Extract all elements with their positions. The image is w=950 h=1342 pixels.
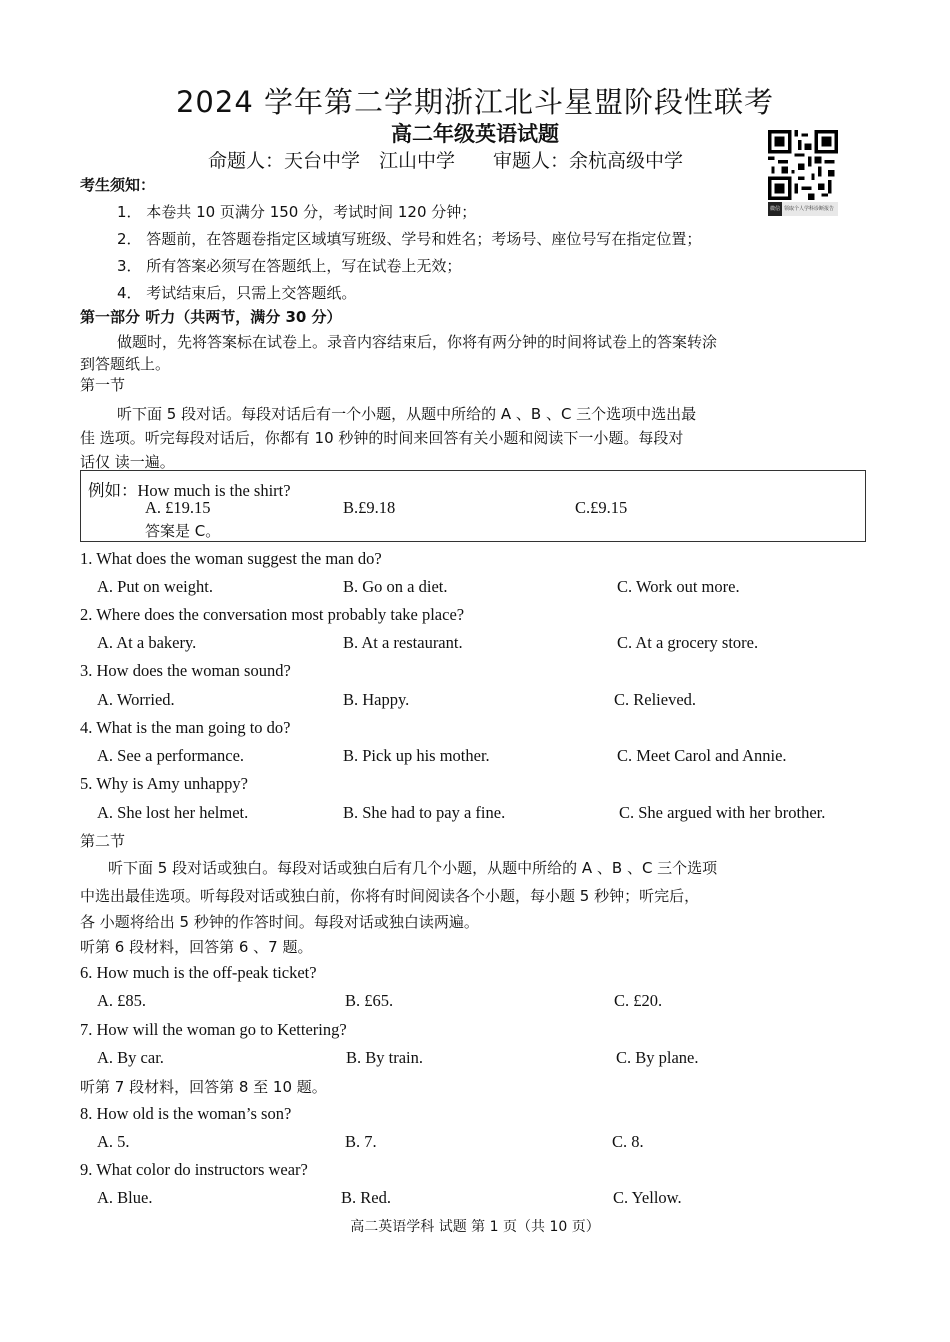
example-answer: 答案是 C。 — [145, 522, 221, 540]
option-c: C. Meet Carol and Annie. — [617, 746, 787, 765]
option-a: A. She lost her helmet. — [97, 803, 249, 822]
option-c: C. 8. — [612, 1132, 644, 1151]
option-a: A. Blue. — [97, 1188, 153, 1207]
part1-intro: 做题时，先将答案标在试卷上。录音内容结束后，你将有两分钟的时间将试卷上的答案转涂 — [117, 333, 718, 351]
section2-instructions: 听下面 5 段对话或独白。每段对话或独白后有几个小题，从题中所给的 A 、B 、C 三个选项 — [108, 859, 718, 877]
example-option: C.£9.15 — [575, 498, 628, 517]
section1-instructions: 佳 选项。听完每段对话后，你都有 10 秒钟的时间来回答有关小题和阅读下一小题。每段对 — [80, 429, 684, 447]
section2-heading: 第二节 — [80, 832, 126, 850]
section1-heading: 第一节 — [80, 376, 126, 394]
example-option: B.£9.18 — [343, 498, 396, 517]
example-option: A. £19.15 — [145, 498, 211, 517]
question-stem: 4. What is the man going to do? — [80, 718, 291, 737]
option-b: B. At a restaurant. — [343, 633, 463, 652]
question-stem: 7. How will the woman go to Kettering? — [80, 1020, 347, 1039]
question-stem: 9. What color do instructors wear? — [80, 1160, 308, 1179]
option-c: C. £20. — [614, 991, 663, 1010]
notice-heading: 考生须知： — [80, 176, 156, 194]
option-b: B. Pick up his mother. — [343, 746, 490, 765]
option-c: C. At a grocery store. — [617, 633, 759, 652]
option-b: B. By train. — [346, 1048, 423, 1067]
question-stem: 6. How much is the off-peak ticket? — [80, 963, 317, 982]
example-question: 例如：How much is the shirt? — [88, 481, 291, 500]
material-heading: 听第 6 段材料，回答第 6 、7 题。 — [80, 938, 313, 956]
notice-item: 2． 答题前，在答题卷指定区域填写班级、学号和姓名；考场号、座位号写在指定位置； — [117, 230, 702, 248]
option-b: B. Red. — [341, 1188, 391, 1207]
notice-item: 3． 所有答案必须写在答题纸上，写在试卷上无效； — [117, 257, 462, 275]
option-b: B. She had to pay a fine. — [343, 803, 506, 822]
section2-instructions: 各 小题将给出 5 秒钟的作答时间。每段对话或独白读两遍。 — [80, 913, 479, 931]
question-stem: 3. How does the woman sound? — [80, 661, 291, 680]
exam-title: 2024 学年第二学期浙江北斗星盟阶段性联考 — [175, 85, 775, 119]
notice-item: 1． 本卷共 10 页满分 150 分，考试时间 120 分钟； — [117, 203, 477, 221]
exam-authors: 命题人：天台中学 江山中学 审题人：余杭高级中学 — [208, 150, 684, 172]
option-c: C. Work out more. — [617, 577, 740, 596]
option-a: A. £85. — [97, 991, 147, 1010]
section1-instructions: 听下面 5 段对话。每段对话后有一个小题，从题中所给的 A 、B 、C 三个选项中选出最 — [117, 405, 697, 423]
question-stem: 8. How old is the woman’s son? — [80, 1104, 292, 1123]
option-a: A. 5. — [97, 1132, 130, 1151]
question-stem: 1. What does the woman suggest the man do? — [80, 549, 382, 568]
option-b: B. Happy. — [343, 690, 410, 709]
option-a: A. Worried. — [97, 690, 175, 709]
notice-item: 4． 考试结束后，只需上交答题纸。 — [117, 284, 357, 302]
page-footer: 高二英语学科 试题 第 1 页（共 10 页） — [350, 1219, 600, 1235]
option-b: B. £65. — [345, 991, 394, 1010]
question-stem: 2. Where does the conversation most probably take place? — [80, 605, 465, 624]
option-c: C. She argued with her brother. — [619, 803, 826, 822]
part1-intro: 到答题纸上。 — [80, 355, 171, 373]
question-stem: 5. Why is Amy unhappy? — [80, 774, 248, 793]
qr-caption: 微信 领取个人学科诊断报告 — [768, 202, 838, 216]
option-b: B. Go on a diet. — [343, 577, 448, 596]
option-a: A. Put on weight. — [97, 577, 213, 596]
option-c: C. By plane. — [616, 1048, 699, 1067]
qr-code-icon — [768, 130, 838, 200]
option-a: A. At a bakery. — [97, 633, 197, 652]
part1-heading: 第一部分 听力（共两节，满分 30 分） — [80, 308, 342, 326]
section1-instructions: 话仅 读一遍。 — [80, 453, 175, 471]
material-heading: 听第 7 段材料，回答第 8 至 10 题。 — [80, 1078, 327, 1096]
option-c: C. Yellow. — [613, 1188, 682, 1207]
option-a: A. By car. — [97, 1048, 164, 1067]
option-b: B. 7. — [345, 1132, 377, 1151]
option-c: C. Relieved. — [614, 690, 697, 709]
exam-subtitle: 高二年级英语试题 — [391, 122, 559, 146]
option-a: A. See a performance. — [97, 746, 245, 765]
section2-instructions: 中选出最佳选项。听每段对话或独白前，你将有时间阅读各个小题，每小题 5 秒钟；听完后， — [80, 887, 700, 905]
